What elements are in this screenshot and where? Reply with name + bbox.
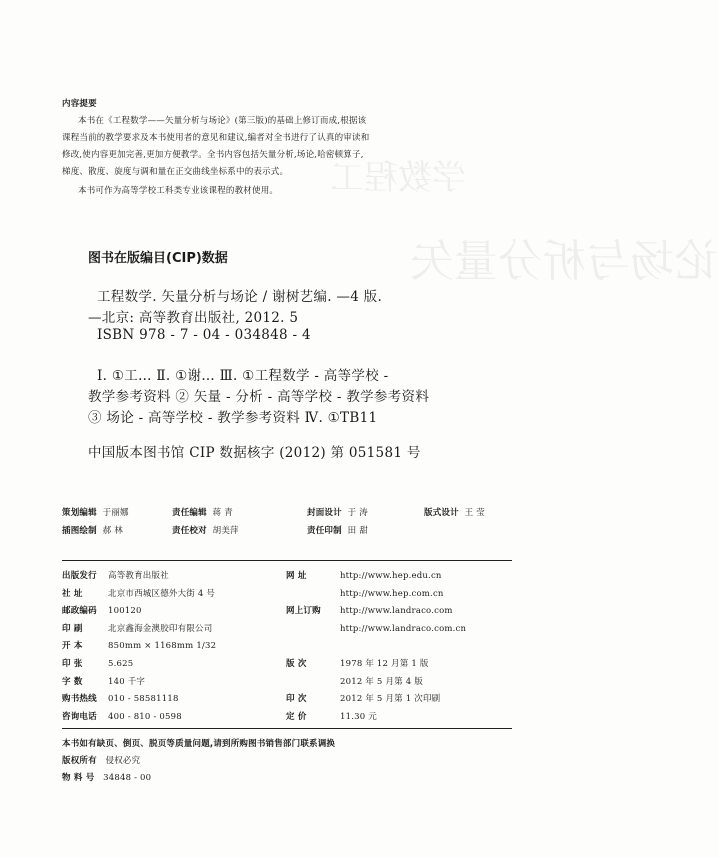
credit-value: 蒋 青 (212, 508, 233, 518)
rights-value: 侵权必究 (105, 756, 141, 766)
bleed-through-title: 论场与析分量矢 (410, 236, 718, 287)
summary-line-4: 梯度、散度、旋度与调和量在正交曲线坐标系中的表示式。 (62, 167, 289, 177)
pub-label: 出版发行 (62, 571, 97, 581)
pub-row (62, 603, 216, 621)
cip-line-5: 教学参考资料 ② 矢量 - 分析 - 高等学校 - 教学参考资料 (88, 389, 430, 405)
pub-label: 开 本 (62, 641, 83, 652)
pub-value: 010 - 58581118 (108, 694, 179, 705)
pub-value: 850mm × 1168mm 1/32 (108, 641, 217, 652)
pub-value: 140 千字 (108, 676, 146, 687)
summary-line-1: 本书在《工程数学——矢量分析与场论》(第三版)的基础上修订而成,根据该 (78, 116, 367, 126)
pub-row (62, 709, 216, 727)
credit-label: 封面设计 (307, 508, 342, 518)
pub-label: 印 张 (62, 658, 83, 669)
divider-bottom (62, 728, 512, 729)
quality-notice: 本书如有缺页、倒页、脱页等质量问题,请到所购图书销售部门联系调换 (62, 739, 336, 749)
credit-value: 胡美萍 (212, 526, 239, 536)
summary-heading: 内容提要 (62, 99, 97, 109)
credit-value: 王 莹 (464, 508, 485, 518)
pub-row (62, 674, 216, 692)
pub-label: 咨询电话 (62, 711, 97, 722)
cip-record: 中国版本图书馆 CIP 数据核字 (2012) 第 051581 号 (88, 445, 421, 461)
credit-label: 插图绘制 (62, 526, 97, 536)
credit-label: 责任校对 (172, 526, 207, 536)
pub-value: 北京鑫海金澳胶印有限公司 (108, 623, 213, 634)
pub-label: 印 刷 (62, 623, 83, 634)
pub-row (286, 674, 466, 692)
pub-label: 印 次 (286, 694, 307, 705)
pub-value: http://www.landraco.com.cn (340, 623, 467, 634)
pub-label: 网上订购 (286, 606, 321, 617)
credit-label: 责任编辑 (172, 508, 207, 518)
pub-row (286, 656, 466, 674)
pub-value: 高等教育出版社 (108, 571, 169, 581)
cip-line-3: ISBN 978 - 7 - 04 - 034848 - 4 (97, 327, 311, 343)
credit-layout-design (424, 506, 485, 521)
credit-print-manager (307, 524, 368, 539)
pub-label: 购书热线 (62, 694, 97, 705)
summary-line-5: 本书可作为高等学校工科类专业该课程的教材使用。 (78, 186, 279, 196)
pub-row (286, 709, 466, 727)
item-number-value: 34848 - 00 (103, 773, 152, 783)
cip-heading: 图书在版编目(CIP)数据 (88, 251, 228, 266)
pub-value: 北京市西城区德外大街 4 号 (108, 588, 216, 599)
pub-row (286, 568, 466, 586)
summary-line-3: 修改,使内容更加完善,更加方便教学。全书内容包括矢量分析,场论,哈密顿算子, (62, 150, 364, 160)
credit-label: 策划编辑 (62, 508, 97, 518)
cip-line-2: —北京: 高等教育出版社, 2012. 5 (88, 310, 299, 326)
pub-value: 5.625 (108, 658, 134, 669)
pub-row (62, 656, 216, 674)
pub-row (286, 638, 466, 656)
cip-line-6: ③ 场论 - 高等学校 - 教学参考资料 Ⅳ. ①TB11 (88, 410, 378, 426)
pub-value: 2012 年 5 月第 1 次印刷 (340, 694, 441, 705)
pub-value: http://www.hep.com.cn (340, 588, 444, 599)
pub-row (286, 621, 466, 639)
item-number-row (62, 771, 151, 786)
credit-value: 田 甜 (347, 526, 368, 536)
credit-responsible-editor (172, 506, 233, 521)
pub-label: 社 址 (62, 588, 83, 599)
pub-row (62, 586, 216, 604)
pub-value: 1978 年 12 月第 1 版 (340, 658, 429, 669)
pub-row (62, 691, 216, 709)
summary-line-2: 课程当前的教学要求及本书使用者的意见和建议,编者对全书进行了认真的审读和 (62, 133, 370, 143)
pub-row (286, 691, 466, 709)
pub-label: 邮政编码 (62, 606, 97, 617)
credit-label: 版式设计 (424, 508, 459, 518)
credit-value: 于 涛 (347, 508, 368, 518)
rights-label: 版权所有 (62, 756, 97, 766)
pub-value: 400 - 810 - 0598 (108, 711, 182, 722)
pub-row (62, 568, 216, 586)
pub-label: 网 址 (286, 571, 307, 581)
credit-label: 责任印制 (307, 526, 342, 536)
credit-value: 于丽娜 (102, 508, 129, 518)
pub-label: 字 数 (62, 676, 83, 687)
pub-label: 定 价 (286, 711, 307, 722)
credit-illustration (62, 524, 123, 539)
pub-row (286, 586, 466, 604)
pub-value: 2012 年 5 月第 4 版 (340, 676, 423, 687)
bleed-through-subtitle: 学数程工 (330, 158, 466, 198)
item-number-label: 物 料 号 (62, 773, 95, 783)
credit-planning-editor (62, 506, 129, 521)
credit-proofreader (172, 524, 239, 539)
pub-row (286, 603, 466, 621)
pub-row (62, 638, 216, 656)
pub-value: http://www.hep.edu.cn (340, 571, 442, 581)
divider-top (62, 560, 512, 561)
pub-info-right (286, 568, 466, 726)
pub-label: 版 次 (286, 658, 307, 669)
pub-value: 100120 (108, 606, 142, 617)
cip-line-1: 工程数学. 矢量分析与场论 / 谢树艺编. —4 版. (97, 289, 383, 305)
pub-row (62, 621, 216, 639)
rights-row (62, 754, 140, 769)
credit-cover-design (307, 506, 368, 521)
credit-value: 郝 林 (102, 526, 123, 536)
cip-line-4: Ⅰ. ①工… Ⅱ. ①谢… Ⅲ. ①工程数学 - 高等学校 - (97, 368, 389, 384)
pub-value: http://www.landraco.com (340, 606, 453, 617)
pub-info-left (62, 568, 216, 726)
pub-value: 11.30 元 (340, 711, 377, 722)
